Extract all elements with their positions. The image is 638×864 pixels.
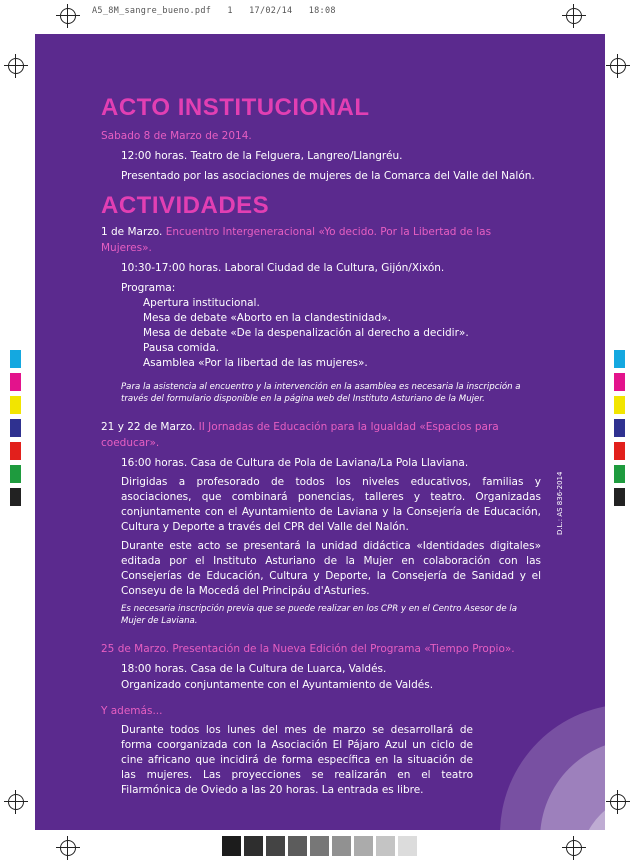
- main-content: [101, 94, 541, 798]
- registration-mark-icon: [562, 4, 586, 28]
- actividades-title: ACTIVIDADES: [101, 192, 270, 219]
- activity-1-date: 1 de Marzo.: [101, 226, 163, 238]
- registration-mark-icon: [606, 54, 630, 78]
- activity-1-header: [101, 224, 541, 256]
- activity-3-line: 18:00 horas. Casa de la Cultura de Luarca, Valdés.: [121, 663, 387, 675]
- legal-deposit: D.L.: AS 836-2014: [556, 471, 564, 535]
- registration-mark-icon: [56, 4, 80, 28]
- activity-3-date: 25 de Marzo.: [101, 643, 170, 655]
- ademas-text: Durante todos los lunes del mes de marzo se desarrollará de forma coorganizada con la Asociación El Pájaro Azul un ciclo de cine africano que incidirá de forma específica en la situación de las mujeres. Las proyecciones se realizarán en el teatro Filarmónica de Oviedo a las 20 horas. La entrada es libre.: [121, 724, 473, 796]
- acto-title: ACTO INSTITUCIONAL: [101, 94, 370, 121]
- ademas-label: Y además...: [101, 705, 163, 717]
- activity-1-event: Encuentro Intergeneracional «Yo decido. Por la Libertad de las Mujeres».: [101, 226, 492, 254]
- activity-2-paragraph: Dirigidas a profesorado de todos los niveles educativos, familias y asociaciones, que combinará ponencias, talleres y teatro. Organizadas conjuntamente con el Ayuntamiento de Laviana y la Consejería de Educación, Cultura y Deporte a través del CPR del Valle del Nalón.: [121, 476, 541, 533]
- file-slug: A5_8M_sangre_bueno.pdf 1 17/02/14 18:08: [92, 6, 336, 16]
- activity-3-header: [101, 641, 541, 657]
- acto-date: Sabado 8 de Marzo de 2014.: [101, 130, 252, 142]
- registration-mark-icon: [606, 790, 630, 814]
- activity-2-paragraph: Durante este acto se presentará la unidad didáctica «Identidades digitales» editada por el Instituto Asturiano de la Mujer en colaboración con las Consejerías de Educación, Cultura y Deporte, la Consejería de Sanidad y el Conseyu de la Mocedá del Principáu d'Asturies.: [121, 540, 541, 597]
- activity-3-event: Presentación de la Nueva Edición del Programa «Tiempo Propio».: [172, 643, 515, 655]
- registration-mark-icon: [4, 790, 28, 814]
- program-item: Asamblea «Por la libertad de las mujeres».: [143, 357, 368, 369]
- registration-mark-icon: [56, 836, 80, 860]
- acto-line: 12:00 horas. Teatro de la Felguera, Langreo/Llangréu.: [121, 150, 403, 162]
- activity-2-note: Es necesaria inscripción previa que se puede realizar en los CPR y en el Centro Asesor de la Mujer de Laviana.: [121, 604, 518, 626]
- registration-mark-icon: [562, 836, 586, 860]
- acto-line: Presentado por las asociaciones de mujeres de la Comarca del Valle del Nalón.: [121, 170, 535, 182]
- activity-1-time: 10:30-17:00 horas. Laboral Ciudad de la Cultura, Gijón/Xixón.: [121, 262, 445, 274]
- activity-2-time: 16:00 horas. Casa de Cultura de Pola de Laviana/La Pola Llaviana.: [121, 457, 469, 469]
- program-item: Mesa de debate «Aborto en la clandestinidad».: [143, 312, 391, 324]
- activity-2-header: [101, 419, 541, 451]
- program-item: Mesa de debate «De la despenalización al derecho a decidir».: [143, 327, 469, 339]
- program-item: Apertura institucional.: [143, 297, 260, 309]
- activity-2-date: 21 y 22 de Marzo.: [101, 421, 196, 433]
- registration-mark-icon: [4, 54, 28, 78]
- activity-3-line: Organizado conjuntamente con el Ayuntamiento de Valdés.: [121, 679, 434, 691]
- activity-1-note: Para la asistencia al encuentro y la intervención en la asamblea es necesaria la inscripción a través del formulario disponible en la página web del Instituto Asturiano de la Mujer.: [121, 382, 521, 404]
- program-item: Pausa comida.: [143, 342, 219, 354]
- activity-2-event: II Jornadas de Educación para la Igualdad «Espacios para coeducar».: [101, 421, 499, 449]
- program-label: Programa:: [121, 282, 176, 294]
